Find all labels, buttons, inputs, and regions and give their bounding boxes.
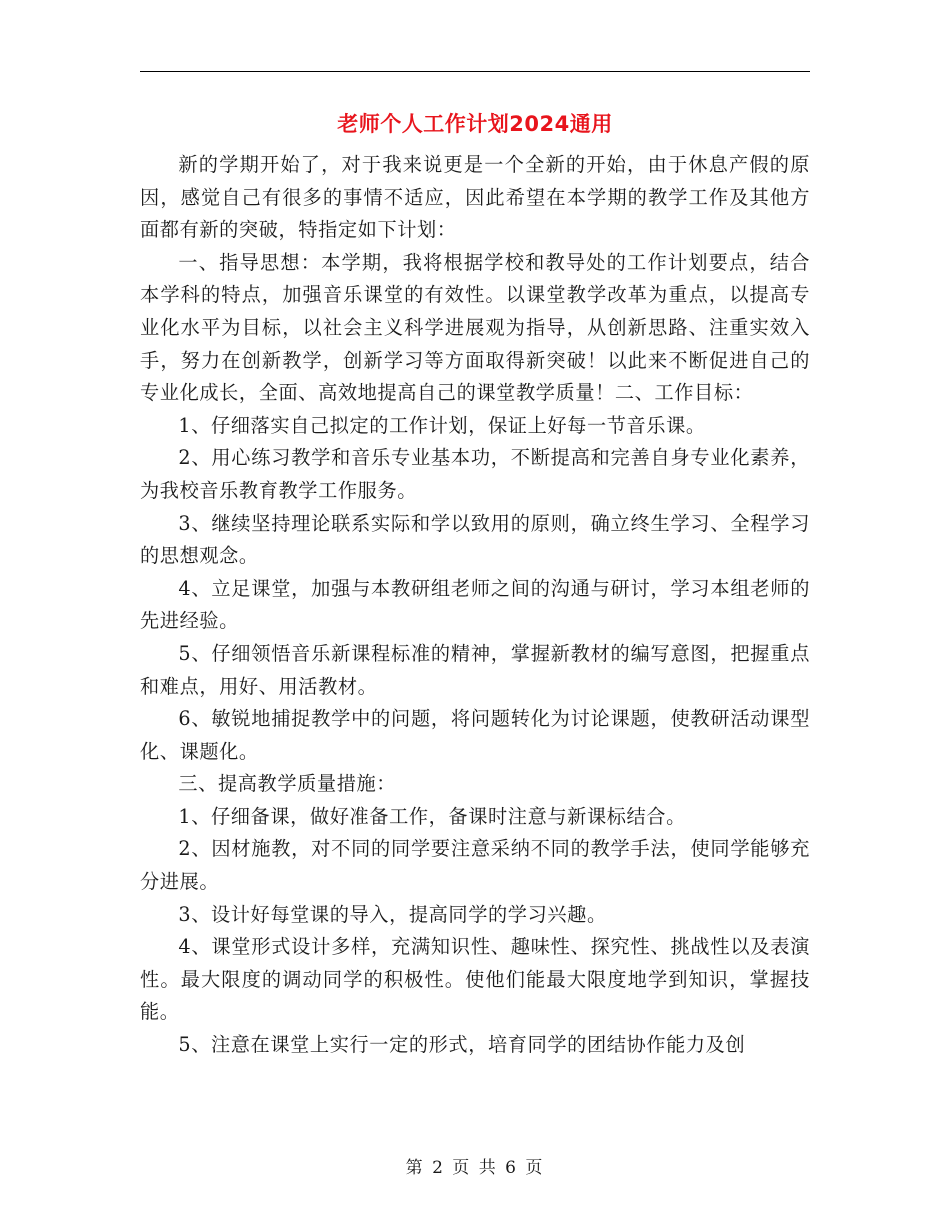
paragraph: 3、设计好每堂课的导入，提高同学的学习兴趣。: [178, 902, 607, 926]
paragraph: 5、注意在课堂上实行一定的形式，培育同学的团结协作能力及创: [178, 1033, 746, 1057]
header-rule: [140, 71, 810, 72]
paragraph: 2、用心练习教学和音乐专业基本功，不断提高和完善自身专业化素养，为我校音乐教育教学工作服务。: [140, 446, 810, 502]
paragraph: 4、立足课堂，加强与本教研组老师之间的沟通与研讨，学习本组老师的先进经验。: [140, 576, 810, 633]
paragraph: 4、课堂形式设计多样，充满知识性、趣味性、探究性、挑战性以及表演性。最大限度的调动同学的积极性。使他们能最大限度地学到知识，掌握技能。: [140, 935, 810, 1024]
paragraph: 1、仔细落实自己拟定的工作计划，保证上好每一节音乐课。: [178, 413, 706, 437]
paragraph: 1、仔细备课，做好准备工作，备课时注意与新课标结合。: [178, 804, 686, 828]
document-title: 老师个人工作计划2024通用: [337, 112, 613, 136]
page-number: 第 2 页 共 6 页: [405, 1158, 545, 1178]
paragraph: 一、指导思想：本学期，我将根据学校和教导处的工作计划要点，结合本学科的特点，加强音乐课堂的有效性。以课堂教学改革为重点，以提高专业化水平为目标，以社会主义科学进展观为指导，从创新思路、注重实效入手，努力在创新教学，创新学习等方面取得新突破！以此来不断促进自己的专业化成长，全面、高效地提高自己的课堂教学质量！二、工作目标：: [140, 250, 810, 405]
paragraph: 2、因材施教，对不同的同学要注意采纳不同的教学手法，使同学能够充分进展。: [140, 837, 810, 894]
paragraph: 3、继续坚持理论联系实际和学以致用的原则，确立终生学习、全程学习的思想观念。: [140, 511, 810, 568]
paragraph: 新的学期开始了，对于我来说更是一个全新的开始，由于休息产假的原因，感觉自己有很多的事情不适应，因此希望在本学期的教学工作及其他方面都有新的突破，特指定如下计划：: [140, 153, 810, 242]
document-body: [140, 149, 810, 1062]
paragraph: 5、仔细领悟音乐新课程标准的精神，掌握新教材的编写意图，把握重点和难点，用好、用活教材。: [140, 641, 810, 698]
paragraph: 三、提高教学质量措施：: [178, 772, 397, 796]
paragraph: 6、敏锐地捕捉教学中的问题，将问题转化为讨论课题，使教研活动课型化、课题化。: [140, 707, 810, 763]
